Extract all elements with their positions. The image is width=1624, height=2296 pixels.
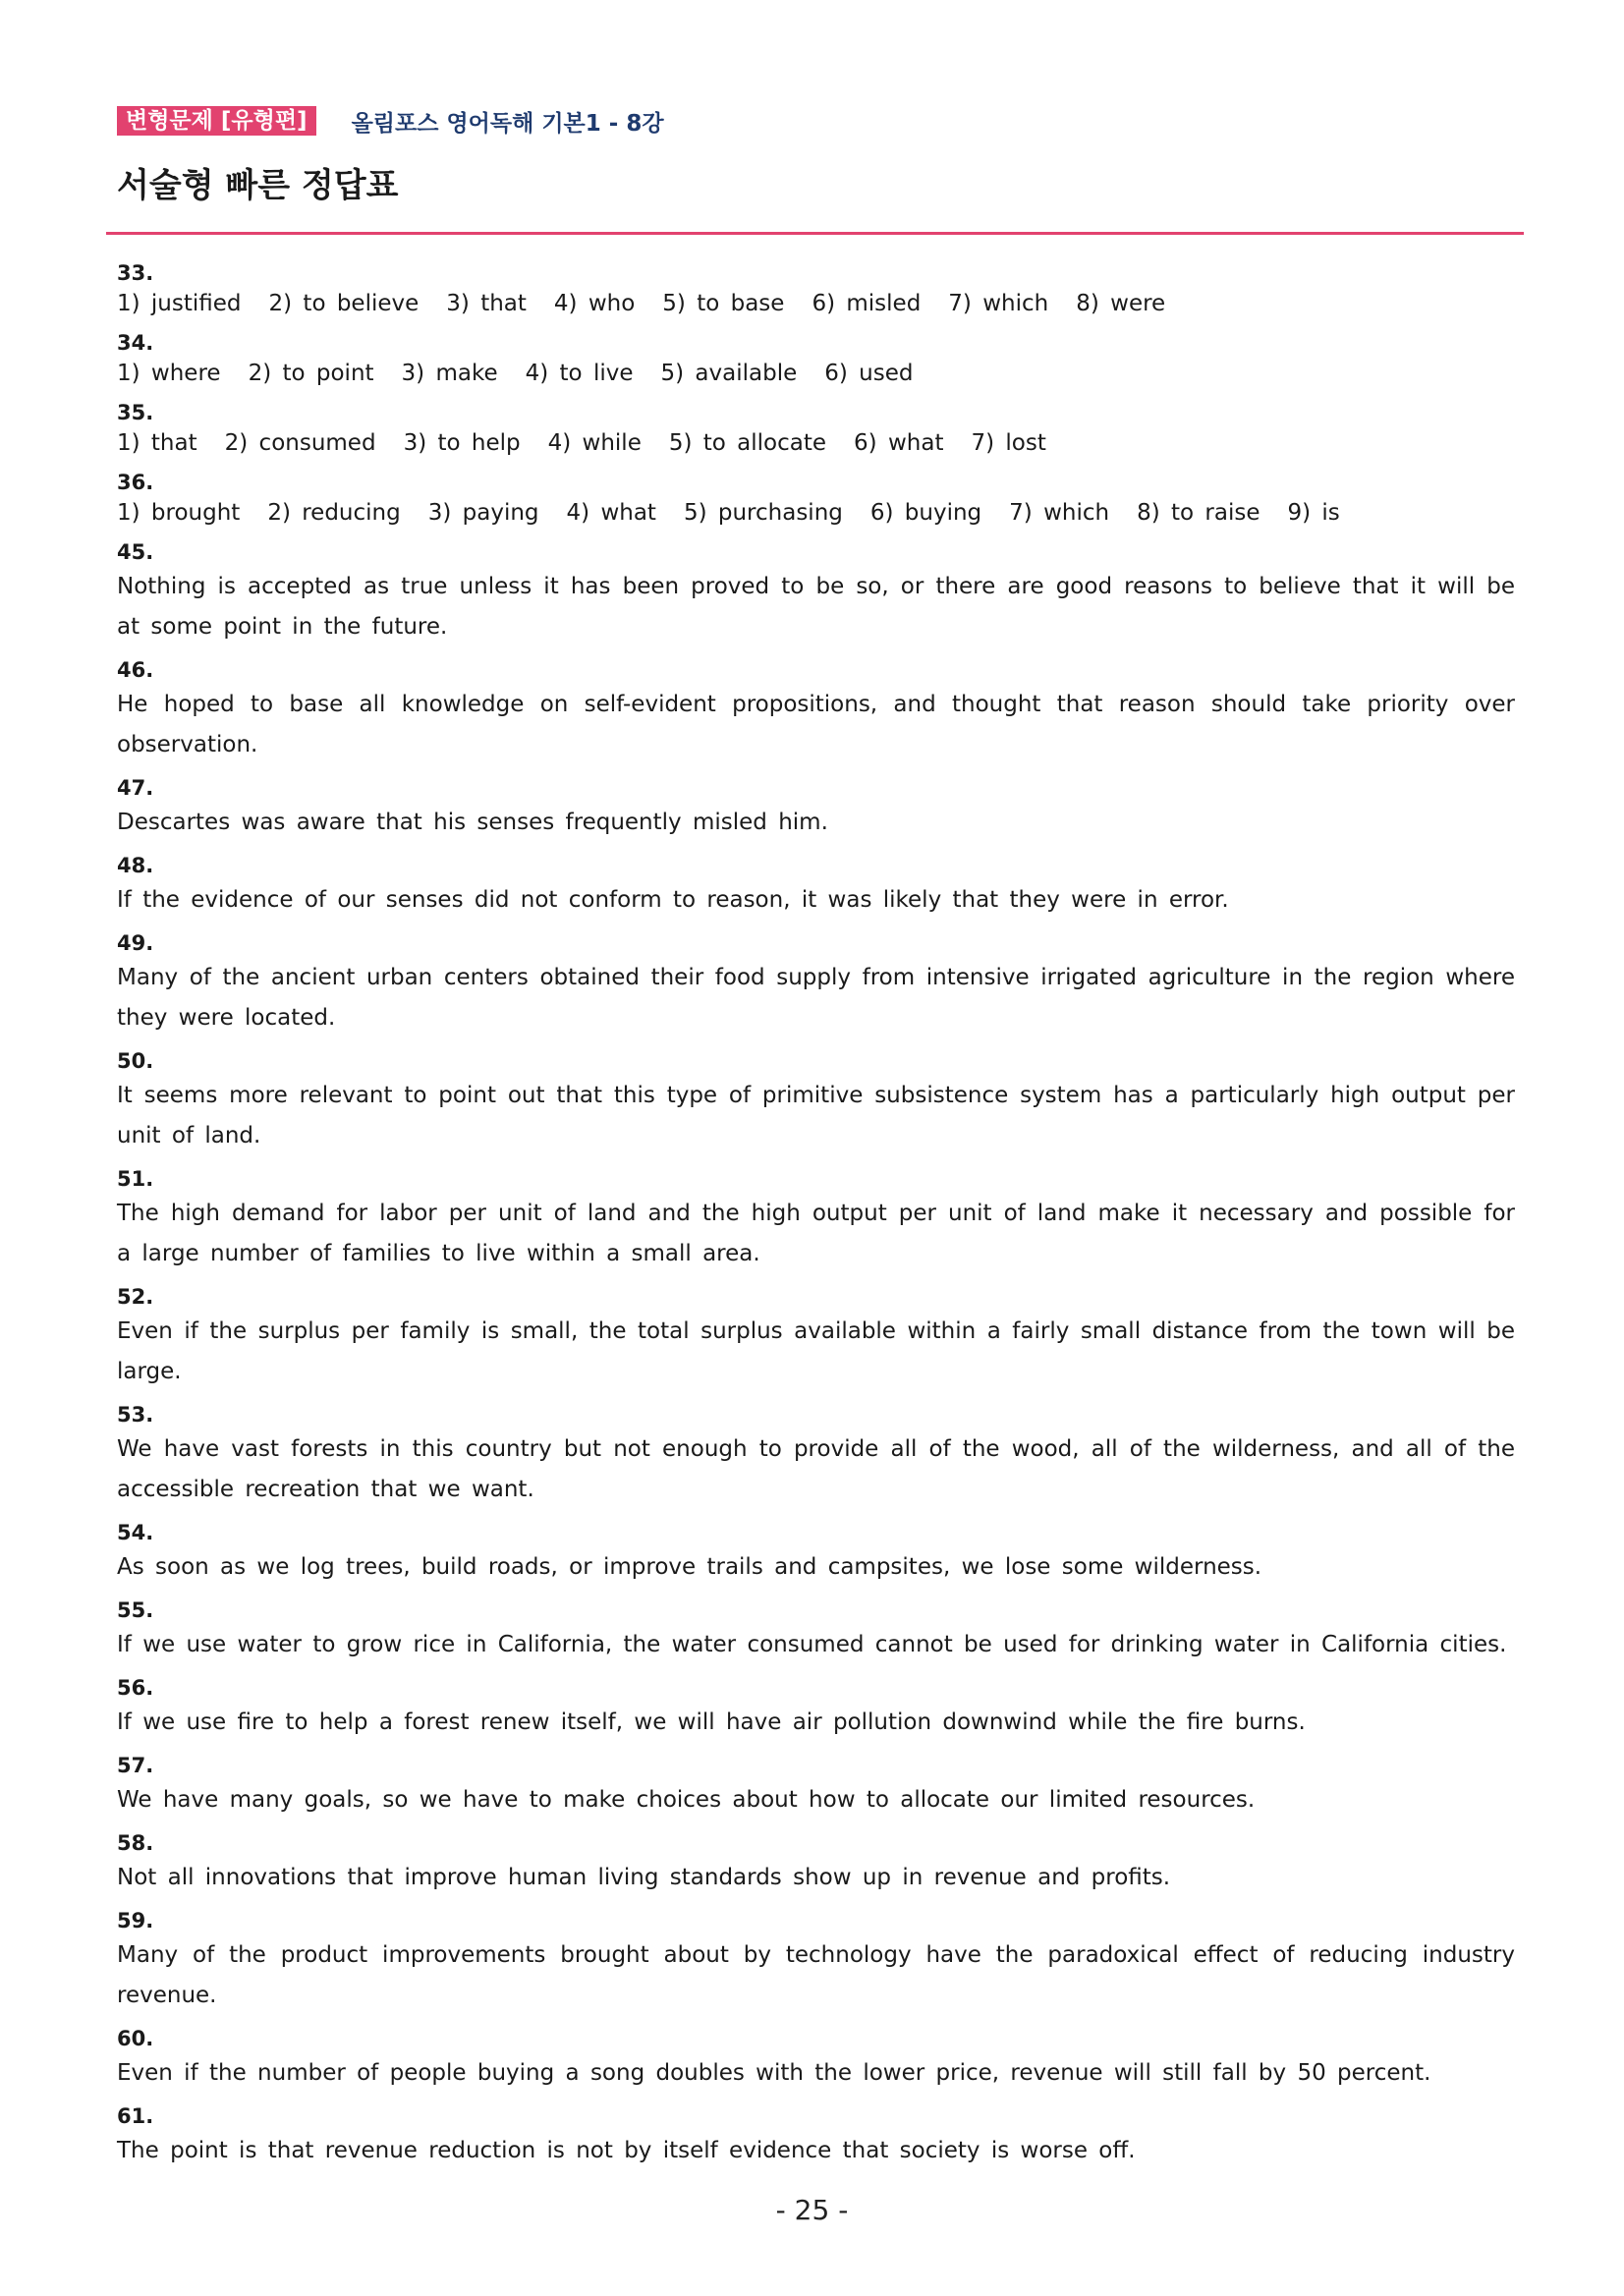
answer-option: 1) where [117,361,221,386]
answer-option: 2) to believe [268,291,420,316]
answer-item [117,1673,1515,1743]
question-number: 53. [117,1403,154,1427]
answer-sentence: Nothing is accepted as true unless it has been proved to be so, or there are good reasons to believe that it will be at some point in the future. [117,574,1515,640]
answer-option: 2) consumed [224,430,376,456]
answer-sentence: We have many goals, so we have to make choices about how to allocate our limited resources. [117,1787,1256,1813]
question-number: 52. [117,1285,154,1309]
question-number: 60. [117,2027,154,2050]
answer-sentence: If we use fire to help a forest renew itself, we will have air pollution downwind while the fire burns. [117,1709,1306,1735]
answer-item [117,537,1515,647]
answer-option: 3) to help [403,430,521,456]
answer-option: 1) justified [117,291,242,316]
question-number: 35. [117,401,154,424]
answer-item [117,655,1515,765]
category-tag: 변형문제 [유형편] [117,106,316,136]
answer-item [117,1400,1515,1510]
answer-item [117,468,1515,530]
answer-item [117,258,1515,320]
answer-item [117,1828,1515,1898]
answer-item [117,1046,1515,1156]
answer-option: 1) that [117,430,197,456]
answer-sentence: Descartes was aware that his senses frequently misled him. [117,810,828,835]
answer-options [117,497,1515,530]
answer-options [117,358,1515,390]
answer-option: 4) who [553,291,636,316]
book-subtitle: 올림포스 영어독해 기본1 - 8강 [351,110,664,137]
answer-item [117,1518,1515,1588]
answer-item [117,1596,1515,1665]
title-divider [106,232,1524,235]
answer-option: 5) to base [662,291,785,316]
question-number: 59. [117,1909,154,1932]
question-number: 56. [117,1676,154,1700]
answer-option: 4) what [566,500,656,526]
answer-sentence: It seems more relevant to point out that this type of primitive subsistence system has a particularly high output per unit of land. [117,1083,1515,1148]
answer-item [117,328,1515,390]
answer-sentence: The point is that revenue reduction is not by itself evidence that society is worse off. [117,2138,1136,2163]
answer-option: 6) buying [869,500,982,526]
answer-sentence: Even if the number of people buying a song doubles with the lower price, revenue will still fall by 50 percent. [117,2060,1431,2086]
answer-option: 6) used [824,361,914,386]
answer-option: 6) what [854,430,944,456]
question-number: 57. [117,1754,154,1777]
answer-option: 5) purchasing [683,500,843,526]
answer-option: 4) while [547,430,642,456]
header [117,105,664,137]
question-number: 47. [117,776,154,800]
answer-list [117,258,1515,2179]
question-number: 46. [117,658,154,682]
answer-option: 8) were [1076,291,1166,316]
answer-item [117,1164,1515,1274]
answer-option: 3) that [446,291,527,316]
question-number: 54. [117,1521,154,1544]
answer-sentence: Many of the ancient urban centers obtained their food supply from intensive irrigated agriculture in the region where they were located. [117,965,1515,1031]
answer-sentence: Even if the surplus per family is small, the total surplus available within a fairly small distance from the town will be large. [117,1318,1515,1384]
answer-sentence: The high demand for labor per unit of land and the high output per unit of land make it necessary and possible for a large number of families to live within a small area. [117,1201,1515,1266]
answer-item [117,851,1515,921]
answer-option: 3) paying [427,500,539,526]
answer-sentence: If the evidence of our senses did not conform to reason, it was likely that they were in error. [117,887,1229,913]
answer-option: 7) which [948,291,1049,316]
answer-item [117,2024,1515,2094]
answer-option: 1) brought [117,500,241,526]
answer-option: 9) is [1287,500,1340,526]
question-number: 48. [117,854,154,877]
answer-option: 6) misled [812,291,922,316]
answer-option: 3) make [401,361,498,386]
answer-options [117,288,1515,320]
answer-option: 5) to allocate [668,430,827,456]
answer-option: 2) reducing [267,500,401,526]
answer-item [117,1906,1515,2016]
answer-option: 4) to live [525,361,634,386]
question-number: 34. [117,331,154,355]
answer-sentence: If we use water to grow rice in California, the water consumed cannot be used for drinking water in California cities. [117,1632,1507,1657]
short-answer-section [117,258,1515,530]
answer-sentence: We have vast forests in this country but not enough to provide all of the wood, all of the wilderness, and all of the accessible recreation that we want. [117,1436,1515,1502]
sentence-answer-section [117,537,1515,2171]
question-number: 50. [117,1049,154,1073]
answer-sentence: Not all innovations that improve human living standards show up in revenue and profits. [117,1865,1171,1890]
answer-options [117,427,1515,460]
question-number: 61. [117,2104,154,2128]
answer-item [117,1282,1515,1392]
answer-option: 8) to raise [1137,500,1260,526]
page-title: 서술형 빠른 정답표 [117,166,399,205]
question-number: 45. [117,540,154,564]
question-number: 36. [117,471,154,494]
question-number: 58. [117,1831,154,1855]
answer-sentence: Many of the product improvements brought about by technology have the paradoxical effect of reducing industry revenue. [117,1942,1515,2008]
answer-sentence: He hoped to base all knowledge on self-evident propositions, and thought that reason should take priority over observation. [117,692,1515,757]
answer-sentence: As soon as we log trees, build roads, or improve trails and campsites, we lose some wilderness. [117,1554,1262,1580]
question-number: 55. [117,1598,154,1622]
question-number: 49. [117,931,154,955]
answer-item [117,773,1515,843]
answer-option: 7) which [1009,500,1110,526]
answer-option: 2) to point [248,361,374,386]
answer-item [117,1751,1515,1820]
answer-item [117,928,1515,1038]
answer-option: 5) available [660,361,798,386]
page-number: - 25 - [775,2194,849,2226]
answer-item [117,2101,1515,2171]
answer-item [117,398,1515,460]
question-number: 33. [117,261,154,285]
answer-option: 7) lost [971,430,1046,456]
question-number: 51. [117,1167,154,1191]
